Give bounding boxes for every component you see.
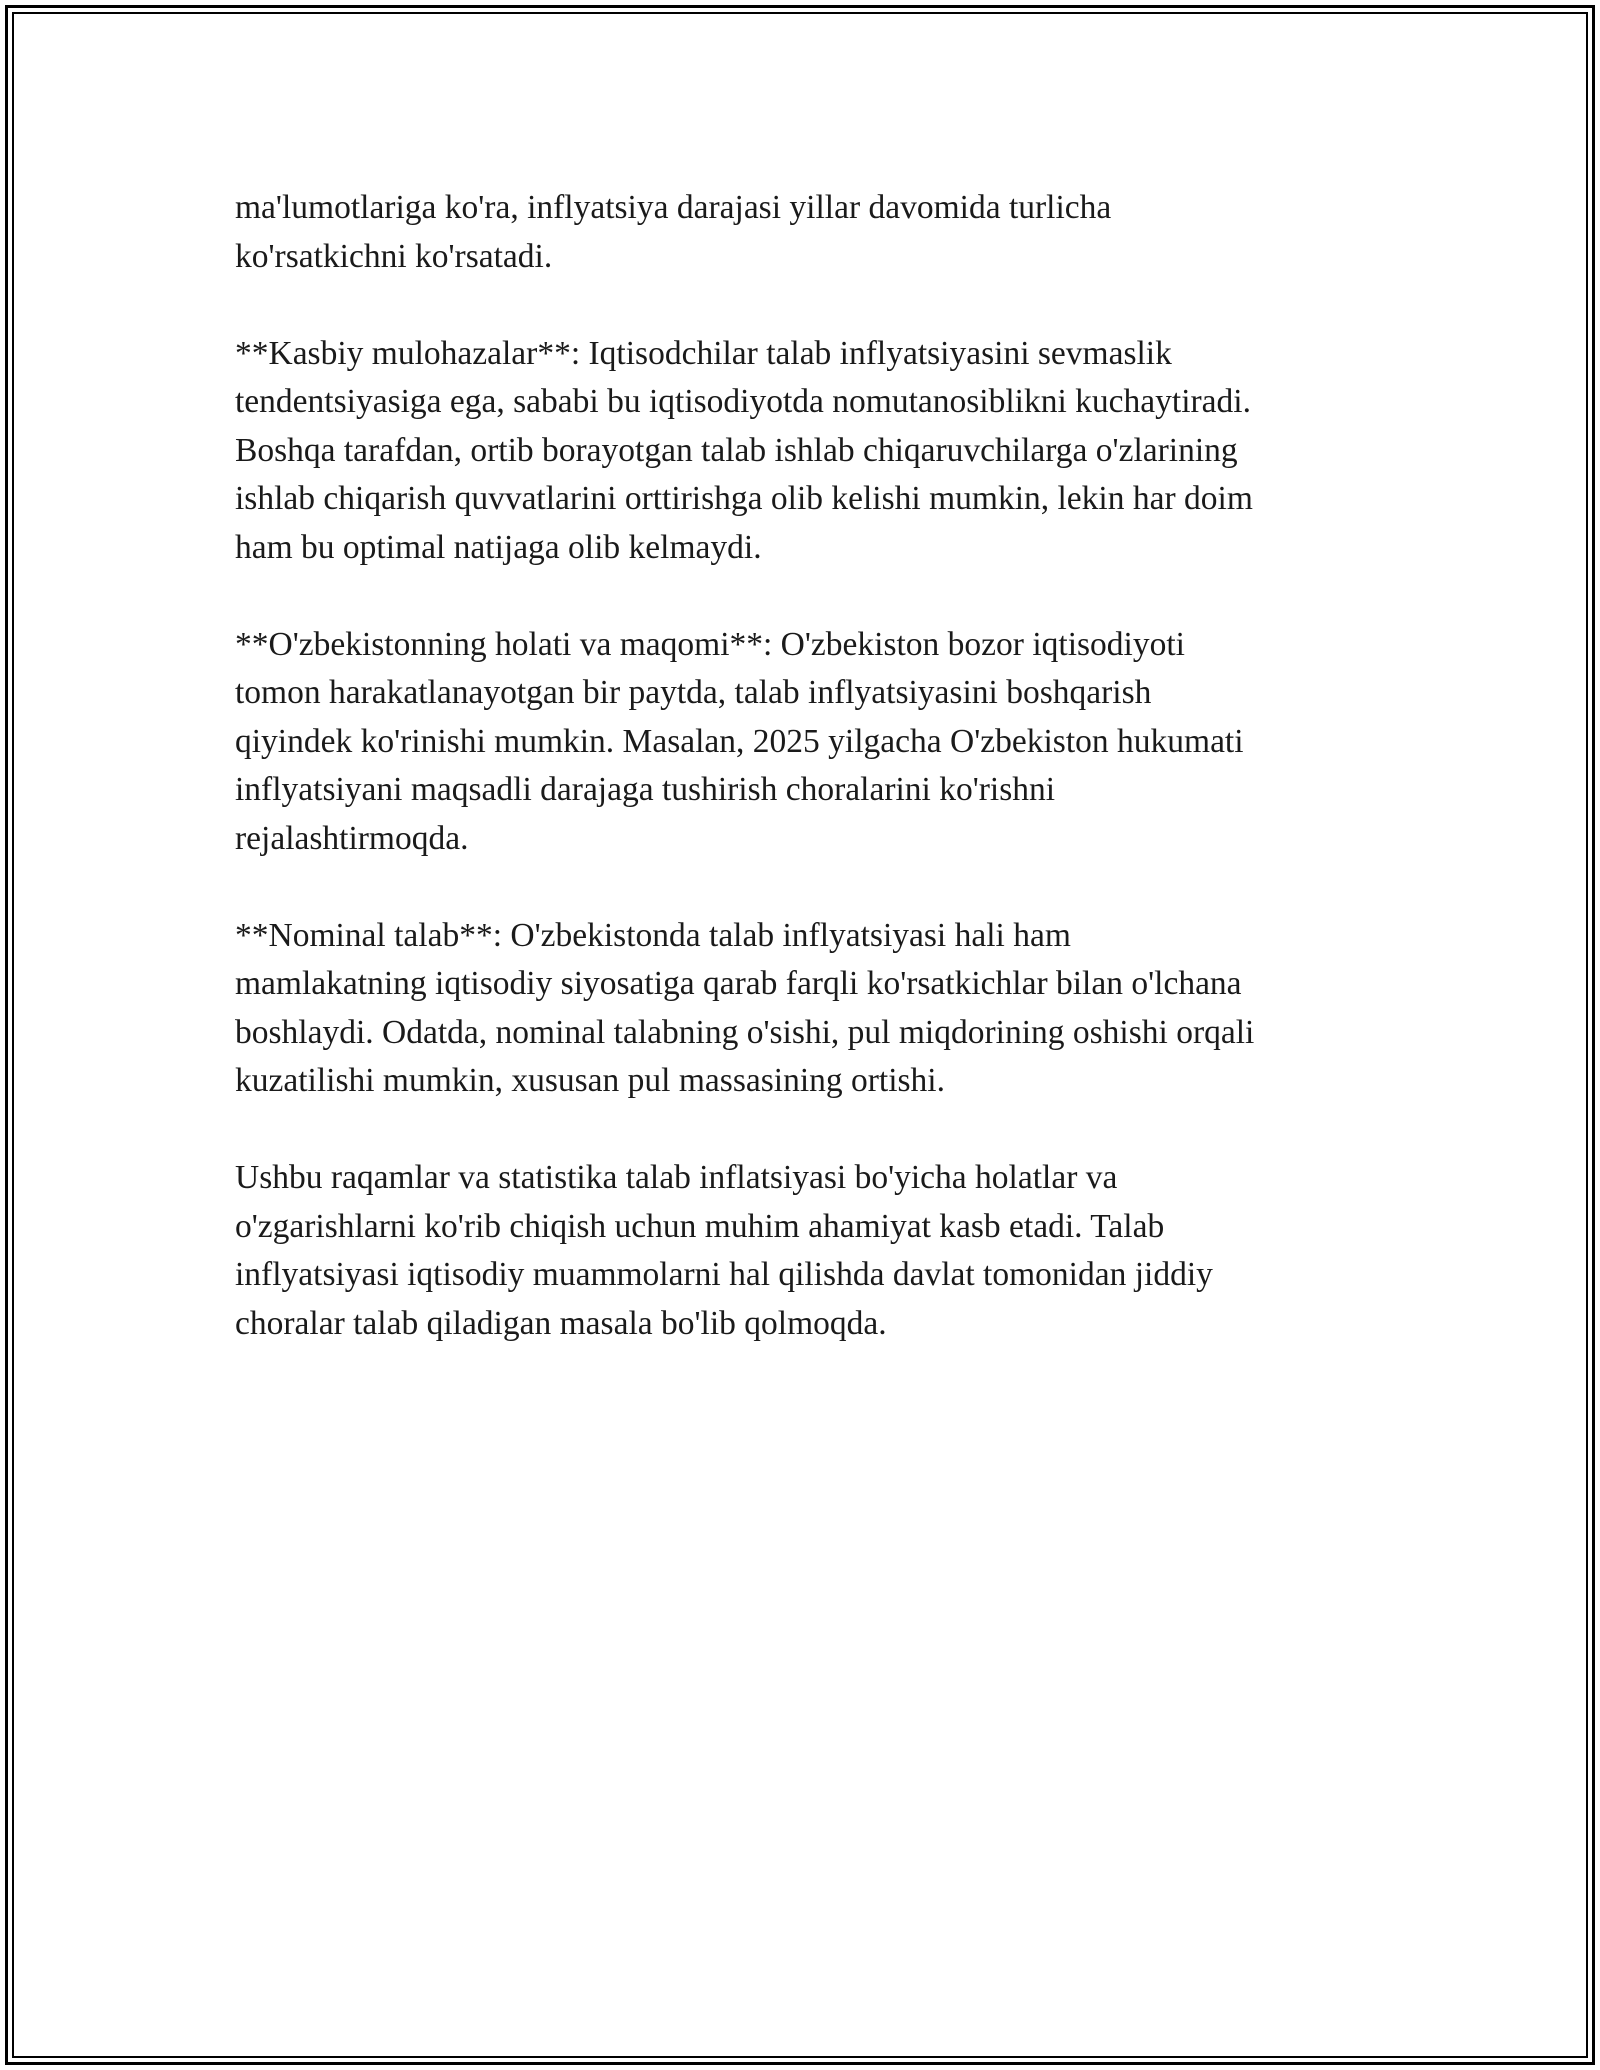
document-body	[235, 184, 1375, 1397]
paragraph-nominal-demand: **Nominal talab**: O'zbekistonda talab inflyatsiyasi hali ham mamlakatning iqtisodiy siyosatiga qarab farqli ko'rsatkichlar bilan o'lchana boshlaydi. Odatda, nominal talabning o'sishi, pul miqdorining oshishi orqali kuzatilishi mumkin, xususan pul massasining ortishi.	[235, 916, 1255, 1099]
paragraph-intro-continuation: ma'lumotlariga ko'ra, inflyatsiya darajasi yillar davomida turlicha ko'rsatkichni ko'rsatadi.	[235, 189, 1112, 275]
paragraph-professional-views: **Kasbiy mulohazalar**: Iqtisodchilar talab inflyatsiyasini sevmaslik tendentsiyasiga ega, sababi bu iqtisodiyotda nomutanosiblikni kuchaytiradi. Boshqa tarafdan, ortib borayotgan talab ishlab chiqaruvchilarga o'zlarining ishlab chiqarish quvvatlarini orttirishga olib kelishi mumkin, lekin har doim ham bu optimal natijaga olib kelmaydi.	[235, 334, 1253, 566]
paragraph-uzbekistan-status: **O'zbekistonning holati va maqomi**: O'zbekiston bozor iqtisodiyoti tomon harakatlanayotgan bir paytda, talab inflyatsiyasini boshqarish qiyindek ko'rinishi mumkin. Masalan, 2025 yilgacha O'zbekiston hukumati inflyatsiyani maqsadli darajaga tushirish choralarini ko'rishni rejalashtirmoqda.	[235, 625, 1244, 857]
paragraph-conclusion: Ushbu raqamlar va statistika talab inflatsiyasi bo'yicha holatlar va o'zgarishlarni ko'rib chiqish uchun muhim ahamiyat kasb etadi. Talab inflyatsiyasi iqtisodiy muammolarni hal qilishda davlat tomonidan jiddiy choralar talab qiladigan masala bo'lib qolmoqda.	[235, 1159, 1213, 1342]
